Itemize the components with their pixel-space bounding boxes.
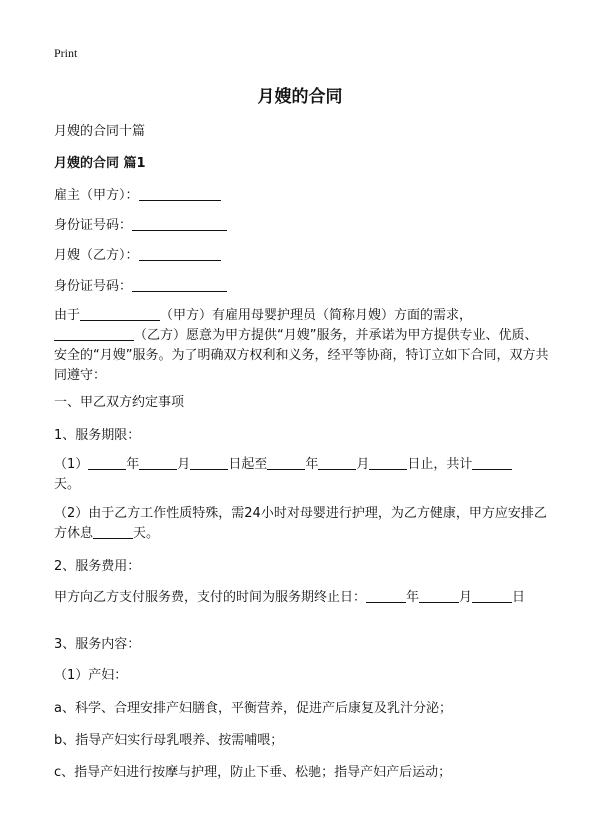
month-blank bbox=[139, 456, 177, 470]
year-label: 年 bbox=[126, 457, 140, 472]
intro-part3: （乙方）愿意为甲方提供“月嫂”服务，并承诺为甲方提供专业、优质、安全的“月嫂”服务。为了明确双方权利和义务，经平等协商，特订立如下合同，双方共同遵守： bbox=[54, 328, 549, 383]
employer-blank bbox=[139, 187, 221, 201]
subtitle: 月嫂的合同十篇 bbox=[54, 124, 146, 139]
nanny-label: 月嫂（乙方）： bbox=[54, 248, 139, 263]
nanny-id-blank bbox=[132, 278, 227, 292]
employer-label: 雇主（甲方）： bbox=[54, 188, 139, 203]
employer-id-label: 身份证号码： bbox=[54, 218, 133, 233]
item-b: b、指导产妇实行母乳喂养、按需哺喂； bbox=[54, 733, 284, 748]
intro-blank-2 bbox=[54, 327, 134, 341]
nanny-field bbox=[54, 244, 221, 263]
print-link[interactable]: Print bbox=[54, 46, 78, 60]
document-title: 月嫂的合同 bbox=[257, 87, 343, 107]
mother-heading: （1）产妇： bbox=[54, 668, 128, 683]
term-item-2-end: 天。 bbox=[133, 526, 160, 541]
rest-days-blank bbox=[93, 525, 133, 539]
year-label-2: 年 bbox=[305, 457, 319, 472]
month-label: 月 bbox=[177, 457, 191, 472]
month-blank-2 bbox=[318, 456, 356, 470]
item-c: c、指导产妇进行按摩与护理，防止下垂、松驰；指导产妇产后运动； bbox=[54, 765, 452, 780]
month-label-2: 月 bbox=[356, 457, 370, 472]
employer-id-blank bbox=[132, 217, 227, 231]
employer-field bbox=[54, 184, 221, 203]
year-blank bbox=[88, 456, 126, 470]
fee-month-label: 月 bbox=[459, 590, 473, 605]
term-item-2 bbox=[54, 504, 550, 544]
nanny-blank bbox=[139, 247, 221, 261]
day-blank-2 bbox=[369, 456, 407, 470]
section-heading: 月嫂的合同 篇1 bbox=[54, 156, 146, 171]
fee-year-label: 年 bbox=[406, 590, 420, 605]
term-item-2-text: （2）由于乙方工作性质特殊，需24小时对母婴进行护理，为乙方健康，甲方应安排乙方休息 bbox=[54, 506, 547, 541]
intro-part2: （甲方）有雇用母婴护理员（简称月嫂）方面的需求， bbox=[160, 308, 473, 323]
employer-id-field bbox=[54, 214, 227, 233]
item-a: a、科学、合理安排产妇膳食，平衡营养，促进产后康复及乳汁分泌； bbox=[54, 701, 452, 716]
intro-part1: 由于 bbox=[54, 308, 81, 323]
nanny-id-label: 身份证号码： bbox=[54, 279, 133, 294]
fee-month-blank bbox=[419, 589, 459, 603]
total-days-blank bbox=[472, 456, 512, 470]
fee-heading: 2、服务费用： bbox=[54, 559, 141, 574]
year-blank-2 bbox=[267, 456, 305, 470]
intro-blank-1 bbox=[80, 307, 160, 321]
clause-1-heading: 一、甲乙双方约定事项 bbox=[54, 395, 185, 410]
term-heading: 1、服务期限： bbox=[54, 428, 141, 443]
content-heading: 3、服务内容： bbox=[54, 637, 141, 652]
term-item-1-prefix: （1） bbox=[54, 457, 89, 472]
fee-text-body: 甲方向乙方支付服务费，支付的时间为服务期终止日： bbox=[54, 590, 367, 605]
fee-day-blank bbox=[472, 589, 512, 603]
term-item-1 bbox=[54, 455, 550, 495]
fee-year-blank bbox=[366, 589, 406, 603]
fee-text bbox=[54, 586, 525, 605]
fee-day-label: 日 bbox=[512, 590, 526, 605]
day-until-label: 日止，共计 bbox=[407, 457, 473, 472]
nanny-id-field bbox=[54, 275, 227, 294]
days-end-label: 天。 bbox=[54, 477, 81, 492]
intro-paragraph bbox=[54, 306, 550, 386]
day-from-label: 日起至 bbox=[228, 457, 268, 472]
day-blank bbox=[190, 456, 228, 470]
